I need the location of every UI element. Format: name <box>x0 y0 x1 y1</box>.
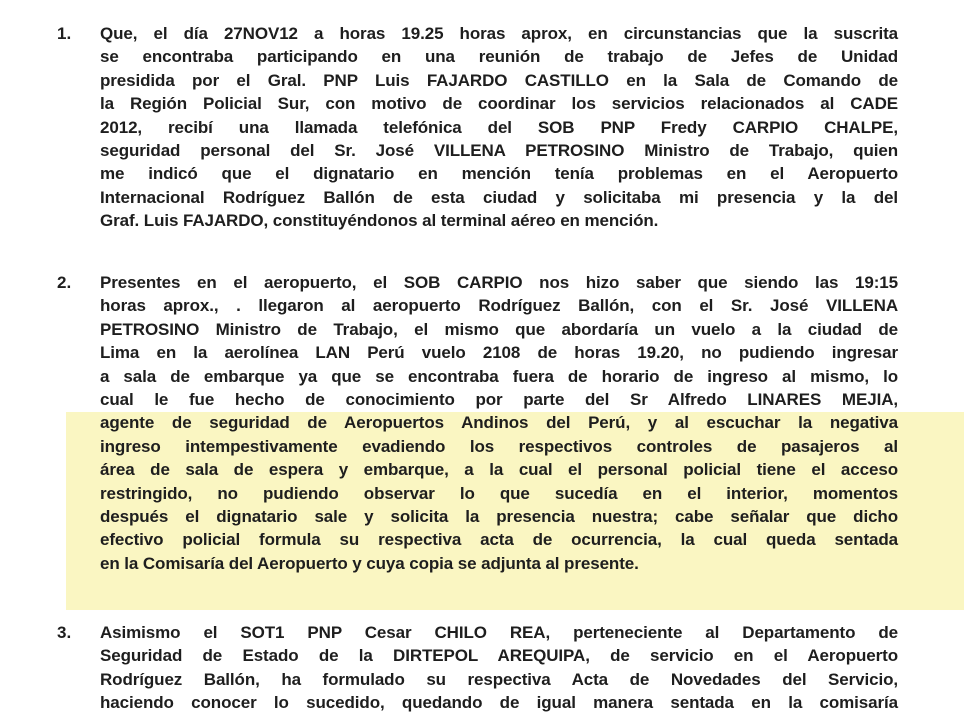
item-number: 1. <box>57 24 72 43</box>
text-line: Asimismo el SOT1 PNP Cesar CHILO REA, perteneciente al Departamento de <box>100 623 898 642</box>
text-line: cual le fue hecho de conocimiento por parte del Sr Alfredo LINARES MEJIA, <box>100 390 898 409</box>
text-line: presidida por el Gral. PNP Luis FAJARDO CASTILLO en la Sala de Comando de <box>100 70 898 90</box>
text-line: después el dignatario sale y solicita la presencia nuestra; cabe señalar que dicho <box>100 507 898 526</box>
item-number: 3. <box>57 623 72 642</box>
item-number: 2. <box>57 273 72 292</box>
text-line: haciendo conocer lo sucedido, quedando de igual manera sentada en la comisaría <box>100 693 898 713</box>
text-line: a sala de embarque ya que se encontraba fuera de horario de ingreso al mismo, lo <box>100 366 898 386</box>
text-line: agente de seguridad de Aeropuertos Andinos del Perú, y al escuchar la negativa <box>100 413 898 433</box>
text-line: en la Comisaría del Aeropuerto y cuya copia se adjunta al presente. <box>100 553 639 573</box>
text-line: Lima en la aerolínea LAN Perú vuelo 2108 de horas 19.20, no pudiendo ingresar <box>100 343 898 363</box>
text-line: Presentes en el aeropuerto, el SOB CARPIO nos hizo saber que siendo las 19:15 <box>100 273 898 292</box>
text-line: Internacional Rodríguez Ballón de esta ciudad y solicitaba mi presencia y la del <box>100 187 898 207</box>
text-line: Seguridad de Estado de la DIRTEPOL AREQUIPA, de servicio en el Aeropuerto <box>100 646 898 666</box>
text-line: se encontraba participando en una reunión de trabajo de Jefes de Unidad <box>100 47 898 67</box>
text-line: seguridad personal del Sr. José VILLENA PETROSINO Ministro de Trabajo, quien <box>100 141 898 160</box>
text-line: la Región Policial Sur, con motivo de coordinar los servicios relacionados al CADE <box>100 94 898 114</box>
text-line: restringido, no pudiendo observar lo que sucedía en el interior, momentos <box>100 483 898 503</box>
text-line: Que, el día 27NOV12 a horas 19.25 horas aprox, en circunstancias que la suscrita <box>100 24 898 43</box>
text-line: ingreso intempestivamente evadiendo los respectivos controles de pasajeros al <box>100 436 898 456</box>
text-line: horas aprox., . llegaron al aeropuerto Rodríguez Ballón, con el Sr. José VILLENA <box>100 296 898 316</box>
text-line: PETROSINO Ministro de Trabajo, el mismo que abordaría un vuelo a la ciudad de <box>100 319 898 339</box>
text-line: Rodríguez Ballón, ha formulado su respectiva Acta de Novedades del Servicio, <box>100 669 898 689</box>
text-line: área de sala de espera y embarque, a la cual el personal policial tiene el acceso <box>100 460 898 480</box>
text-line: efectivo policial formula su respectiva acta de ocurrencia, la cual queda sentada <box>100 530 898 550</box>
text-line: me indicó que el dignatario en mención tenía problemas en el Aeropuerto <box>100 164 898 184</box>
text-line: Graf. Luis FAJARDO, constituyéndonos al terminal aéreo en mención. <box>100 211 659 231</box>
text-line: 2012, recibí una llamada telefónica del SOB PNP Fredy CARPIO CHALPE, <box>100 117 898 137</box>
